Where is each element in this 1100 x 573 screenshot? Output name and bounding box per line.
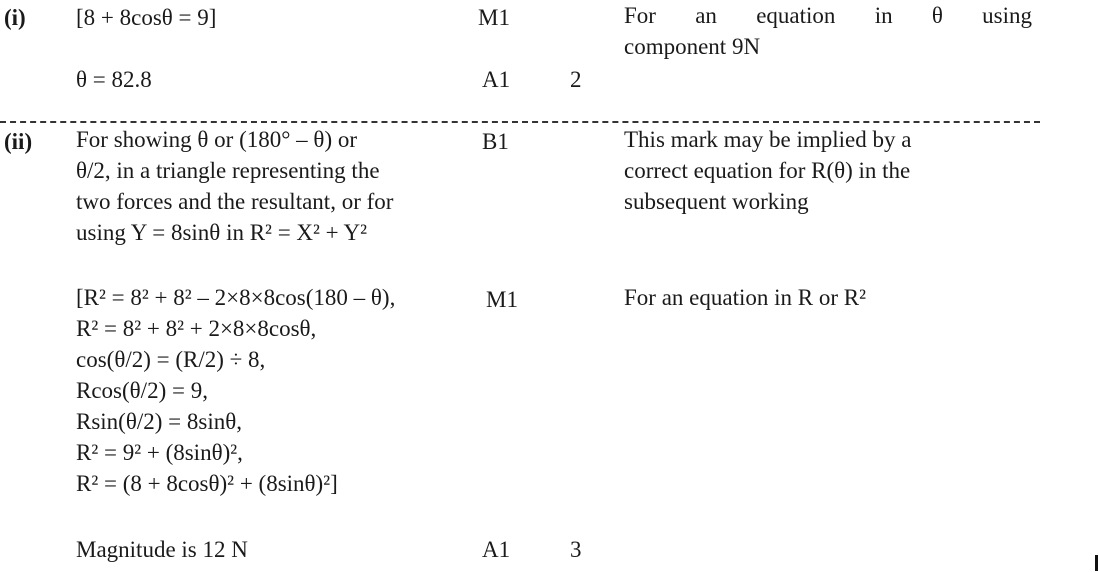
part-ii-step2-working [76, 282, 395, 499]
part-ii-step2-line-2: R² = 8² + 8² + 2×8×8cosθ, [76, 316, 317, 341]
part-ii-step3-mark: A1 [482, 537, 511, 562]
part-i-step2-working: θ = 82.8 [76, 67, 152, 92]
part-i-guidance-line-1: For an equation in θ using [624, 3, 1032, 28]
part-ii-step2-line-3: cos(θ/2) = (R/2) ÷ 8, [76, 347, 266, 372]
part-ii-step3-working: Magnitude is 12 N [76, 537, 248, 562]
part-ii-step2-line-5: Rsin(θ/2) = 8sinθ, [76, 409, 242, 434]
part-ii-step2-line-1: [R² = 8² + 8² – 2×8×8cos(180 – θ), [76, 285, 396, 310]
part-i-step1-guidance [624, 0, 1032, 62]
part-ii-step2-line-7: R² = (8 + 8cosθ)² + (8sinθ)²] [76, 471, 338, 496]
edge-bar [1095, 555, 1098, 571]
part-ii-step2-line-4: Rcos(θ/2) = 9, [76, 378, 208, 403]
part-ii-step1-mark: B1 [482, 129, 509, 154]
section-divider [0, 121, 1040, 123]
part-i-label: (i) [4, 5, 26, 30]
part-ii-step2-mark: M1 [486, 287, 518, 312]
part-i-step1-mark: M1 [478, 5, 510, 30]
part-ii-step1-line-1: For showing θ or (180° – θ) or [76, 127, 358, 152]
part-ii-guidance-line-1: This mark may be implied by a [624, 127, 912, 152]
part-ii-step1-line-4: using Y = 8sinθ in R² = X² + Y² [76, 220, 368, 245]
part-i-guidance-line-2: component 9N [624, 34, 761, 59]
part-i-total-marks: 2 [570, 67, 582, 92]
part-ii-guidance-line-3: subsequent working [624, 189, 809, 214]
part-ii-guidance-line-2: correct equation for R(θ) in the [624, 158, 911, 183]
part-ii-total-marks: 3 [570, 537, 582, 562]
part-ii-step1-line-3: two forces and the resultant, or for [76, 189, 394, 214]
part-ii-step1-line-2: θ/2, in a triangle representing the [76, 158, 380, 183]
part-ii-label: (ii) [4, 129, 33, 154]
part-ii-step1-working [76, 124, 393, 248]
part-ii-step2-line-6: R² = 9² + (8sinθ)², [76, 440, 243, 465]
part-i-step2-mark: A1 [482, 67, 511, 92]
part-ii-step2-guidance: For an equation in R or R² [624, 285, 866, 310]
part-ii-step1-guidance [624, 124, 911, 217]
part-i-step1-working: [8 + 8cosθ = 9] [76, 5, 217, 30]
